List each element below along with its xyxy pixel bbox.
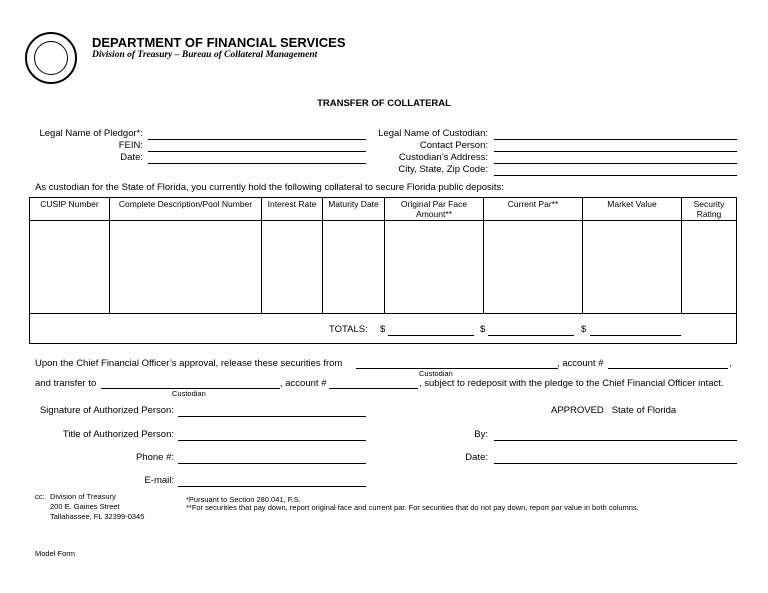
cc-address (50, 492, 144, 522)
form-title: TRANSFER OF COLLATERAL (317, 98, 451, 109)
transfer-account-label: , account # (280, 378, 327, 389)
signature-field[interactable] (178, 416, 366, 417)
phone-label: Phone #: (135, 452, 174, 463)
currency-current: $ (480, 324, 486, 335)
by-label: By: (474, 429, 488, 440)
custodian-address-label: Custodian’s Address: (398, 152, 488, 163)
pledgor-name-field[interactable] (148, 139, 366, 140)
custodian-name-label: Legal Name of Custodian: (378, 128, 488, 139)
total-current-par-field[interactable] (488, 335, 574, 336)
approved-label: APPROVED State of Florida (551, 405, 677, 416)
signature-label: Signature of Authorized Person: (39, 405, 174, 416)
custodian-caption-1: Custodian (419, 369, 453, 378)
custodian-address-field[interactable] (494, 163, 737, 164)
division-name: Division of Treasury – Bureau of Collateral Management (92, 50, 318, 60)
footnote-2: **For securities that pay down, report original face and current par. For securities that do not pay down, report par value in both columns. (186, 503, 639, 512)
fein-label: FEIN: (118, 140, 143, 151)
currency-original: $ (380, 324, 386, 335)
header-security-rating: Security Rating (682, 198, 737, 221)
transfer-account-field[interactable] (329, 388, 418, 389)
phone-field[interactable] (178, 463, 366, 464)
header-maturity-date: Maturity Date (323, 198, 385, 221)
transfer-suffix: , subject to redeposit with the pledge to the Chief Financial Officer intact. (419, 378, 724, 389)
email-field[interactable] (178, 486, 366, 487)
cc-line-3: Tallahassee, FL 32399-0345 (50, 512, 145, 521)
transfer-text: and transfer to (35, 378, 97, 389)
header-description: Complete Description/Pool Number (110, 198, 262, 221)
cc-line-2: 200 E. Gaines Street (50, 502, 120, 511)
total-original-par-field[interactable] (388, 335, 474, 336)
release-account-field[interactable] (608, 368, 728, 369)
totals-label: TOTALS: (329, 324, 368, 335)
release-text: Upon the Chief Financial Officer’s approval, release these securities from (35, 358, 343, 369)
city-state-zip-label: City, State, Zip Code: (398, 164, 488, 175)
model-form-label: Model Form (35, 549, 76, 558)
cc-label: cc: (35, 492, 45, 501)
total-market-value-field[interactable] (590, 335, 681, 336)
collateral-table (29, 197, 737, 344)
header-original-par: Original Par Face Amount** (385, 198, 484, 221)
header-cusip: CUSIP Number (30, 198, 110, 221)
fein-field[interactable] (148, 151, 366, 152)
header-market-value: Market Value (583, 198, 682, 221)
release-account-label: , account # (557, 358, 604, 369)
pledgor-name-label: Legal Name of Pledgor*: (39, 128, 143, 139)
currency-market: $ (581, 324, 587, 335)
cc-line-1: Division of Treasury (50, 492, 116, 501)
intro-text: As custodian for the State of Florida, you currently hold the following collateral to secure Florida public deposits: (35, 182, 504, 193)
department-name: DEPARTMENT OF FINANCIAL SERVICES (92, 35, 346, 50)
footnote-1: *Pursuant to Section 280.041, F.S. (186, 495, 301, 504)
custodian-name-field[interactable] (494, 139, 737, 140)
title-field[interactable] (178, 440, 366, 441)
city-state-zip-field[interactable] (494, 175, 737, 176)
title-label: Title of Authorized Person: (62, 429, 174, 440)
by-field[interactable] (494, 440, 737, 441)
approval-date-field[interactable] (494, 463, 737, 464)
contact-person-field[interactable] (494, 151, 737, 152)
table-row[interactable] (30, 221, 737, 314)
custodian-caption-2: Custodian (172, 389, 206, 398)
header-interest-rate: Interest Rate (262, 198, 323, 221)
approval-date-label: Date: (465, 452, 488, 463)
email-label: E-mail: (144, 475, 174, 486)
header-current-par: Current Par** (484, 198, 583, 221)
state-seal-logo (25, 32, 77, 84)
contact-person-label: Contact Person: (419, 140, 488, 151)
release-from-custodian-field[interactable] (356, 368, 558, 369)
date-field[interactable] (148, 163, 366, 164)
release-comma: , (729, 358, 732, 369)
date-label: Date: (120, 152, 143, 163)
